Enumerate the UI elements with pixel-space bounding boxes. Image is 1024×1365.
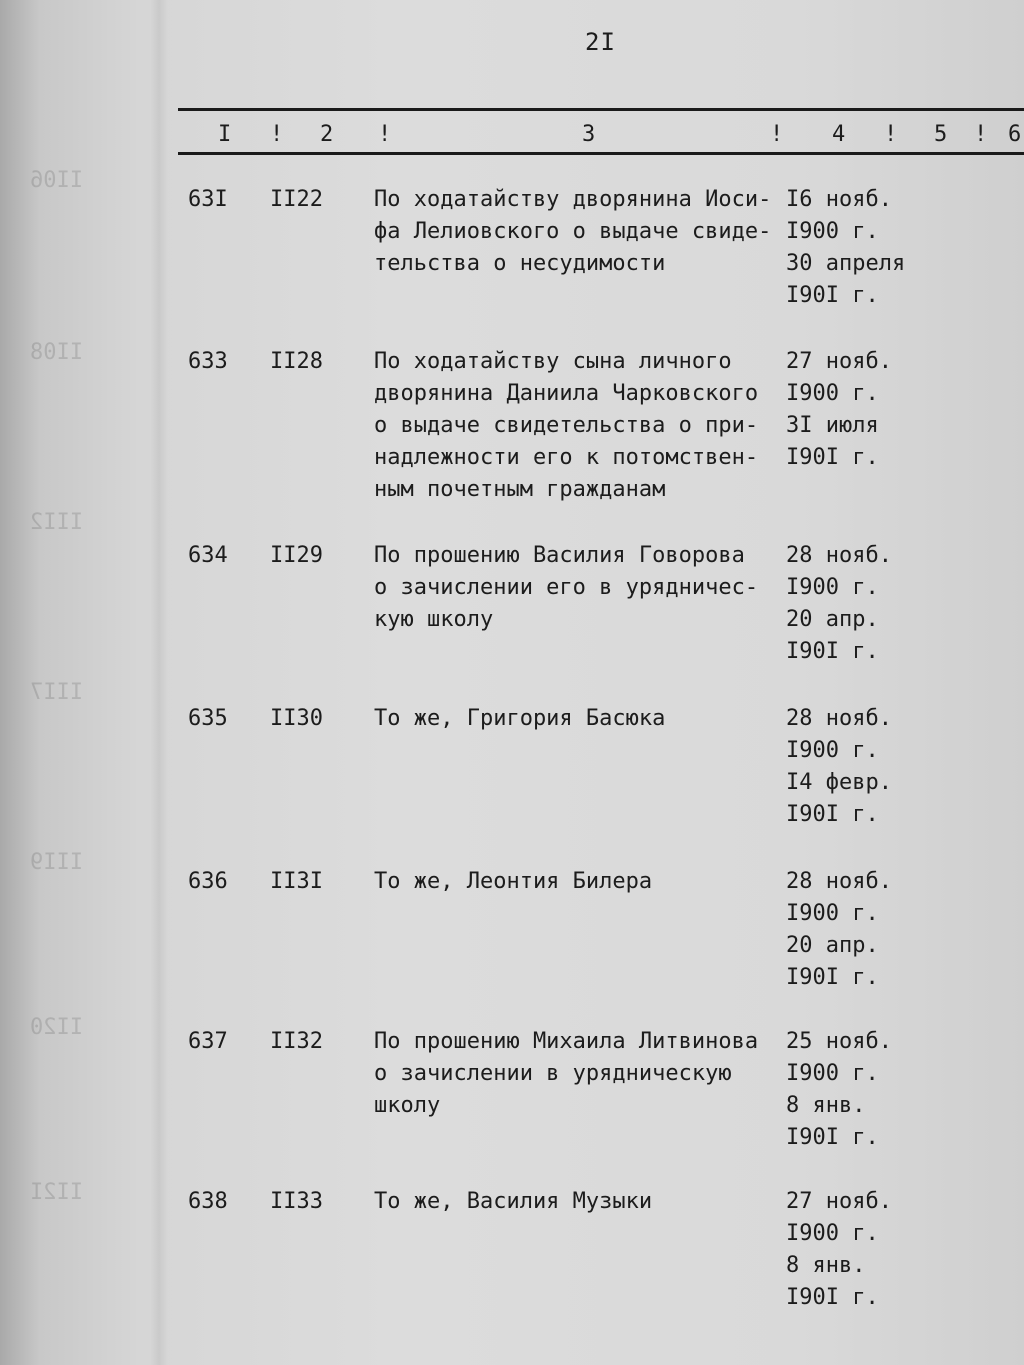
description-line: По ходатайству дворянина Иоси- <box>374 187 772 212</box>
date-line: I900 г. <box>786 219 879 244</box>
date-line: I900 г. <box>786 575 879 600</box>
description-line: ным почетным гражданам <box>374 477 666 502</box>
date-line: I90I г. <box>786 445 879 470</box>
entry-number: 637 <box>188 1029 228 1054</box>
date-range <box>786 1026 986 1154</box>
date-line: I90I г. <box>786 1125 879 1150</box>
description-line: То же, Леонтия Билера <box>374 869 653 894</box>
inventory-number: II32 <box>270 1029 323 1054</box>
date-line: I6 нояб. <box>786 187 892 212</box>
description-line: кую школу <box>374 607 494 632</box>
date-range <box>786 866 986 994</box>
page-fold-shadow <box>150 0 168 1365</box>
date-line: 28 нояб. <box>786 869 892 894</box>
description-line: о зачислении его в урядничес- <box>374 575 759 600</box>
column-header-2: 2 <box>320 122 334 147</box>
column-header-10: 6 <box>1008 122 1022 147</box>
date-range <box>786 346 986 474</box>
ghost-number: III7 <box>30 680 83 705</box>
date-line: I900 г. <box>786 1061 879 1086</box>
date-range <box>786 184 986 312</box>
date-line: I900 г. <box>786 1221 879 1246</box>
column-header-6: 4 <box>832 122 846 147</box>
ghost-number: II08 <box>30 340 83 365</box>
date-line: I90I г. <box>786 283 879 308</box>
date-range <box>786 1186 986 1314</box>
date-range <box>786 703 986 831</box>
column-separator: ! <box>770 122 784 147</box>
date-line: I90I г. <box>786 639 879 664</box>
column-separator: ! <box>974 122 988 147</box>
description-line: То же, Григория Басюка <box>374 706 666 731</box>
case-description <box>374 1186 784 1218</box>
date-line: 28 нояб. <box>786 543 892 568</box>
column-header-0: I <box>218 122 232 147</box>
inventory-number: II30 <box>270 706 323 731</box>
description-line: надлежности его к потомствен- <box>374 445 759 470</box>
entry-number: 634 <box>188 543 228 568</box>
date-line: 25 нояб. <box>786 1029 892 1054</box>
inventory-number: II28 <box>270 349 323 374</box>
page-number: 2I <box>585 28 616 56</box>
case-description <box>374 1026 784 1122</box>
ghost-number: II20 <box>30 1015 83 1040</box>
date-line: 8 янв. <box>786 1093 866 1118</box>
description-line: о зачислении в урядническую <box>374 1061 732 1086</box>
column-separator: ! <box>270 122 284 147</box>
header-rule-bottom <box>178 152 1024 155</box>
date-line: I4 февр. <box>786 770 892 795</box>
description-line: По ходатайству сына личного <box>374 349 732 374</box>
inventory-number: II29 <box>270 543 323 568</box>
header-rule-top <box>178 108 1024 111</box>
entry-number: 638 <box>188 1189 228 1214</box>
case-description <box>374 346 784 506</box>
date-line: I900 г. <box>786 901 879 926</box>
description-line: фа Лелиовского о выдаче свиде- <box>374 219 772 244</box>
ghost-number: II2I <box>30 1180 83 1205</box>
date-line: 8 янв. <box>786 1253 866 1278</box>
date-line: 30 апреля <box>786 251 906 276</box>
case-description <box>374 540 784 636</box>
column-header-8: 5 <box>934 122 948 147</box>
date-line: 27 нояб. <box>786 1189 892 1214</box>
date-line: I90I г. <box>786 1285 879 1310</box>
inventory-number: II3I <box>270 869 323 894</box>
description-line: дворянина Даниила Чарковского <box>374 381 759 406</box>
column-separator: ! <box>378 122 392 147</box>
case-description <box>374 703 784 735</box>
case-description <box>374 184 784 280</box>
date-range <box>786 540 986 668</box>
ghost-number: II06 <box>30 168 83 193</box>
ghost-number: III2 <box>30 510 83 535</box>
ghost-number: III9 <box>30 850 83 875</box>
description-line: По прошению Михаила Литвинова <box>374 1029 759 1054</box>
inventory-number: II22 <box>270 187 323 212</box>
inventory-number: II33 <box>270 1189 323 1214</box>
date-line: I900 г. <box>786 381 879 406</box>
column-header-4: 3 <box>582 122 596 147</box>
description-line: По прошению Василия Говорова <box>374 543 745 568</box>
date-line: 27 нояб. <box>786 349 892 374</box>
date-line: 20 апр. <box>786 933 879 958</box>
case-description <box>374 866 784 898</box>
date-line: 3I июля <box>786 413 879 438</box>
date-line: 20 апр. <box>786 607 879 632</box>
entry-number: 636 <box>188 869 228 894</box>
date-line: I90I г. <box>786 965 879 990</box>
date-line: 28 нояб. <box>786 706 892 731</box>
date-line: I900 г. <box>786 738 879 763</box>
description-line: То же, Василия Музыки <box>374 1189 653 1214</box>
date-line: I90I г. <box>786 802 879 827</box>
entry-number: 633 <box>188 349 228 374</box>
column-separator: ! <box>884 122 898 147</box>
description-line: тельства о несудимости <box>374 251 666 276</box>
entry-number: 635 <box>188 706 228 731</box>
description-line: о выдаче свидетельства о при- <box>374 413 759 438</box>
entry-number: 63I <box>188 187 228 212</box>
description-line: школу <box>374 1093 441 1118</box>
